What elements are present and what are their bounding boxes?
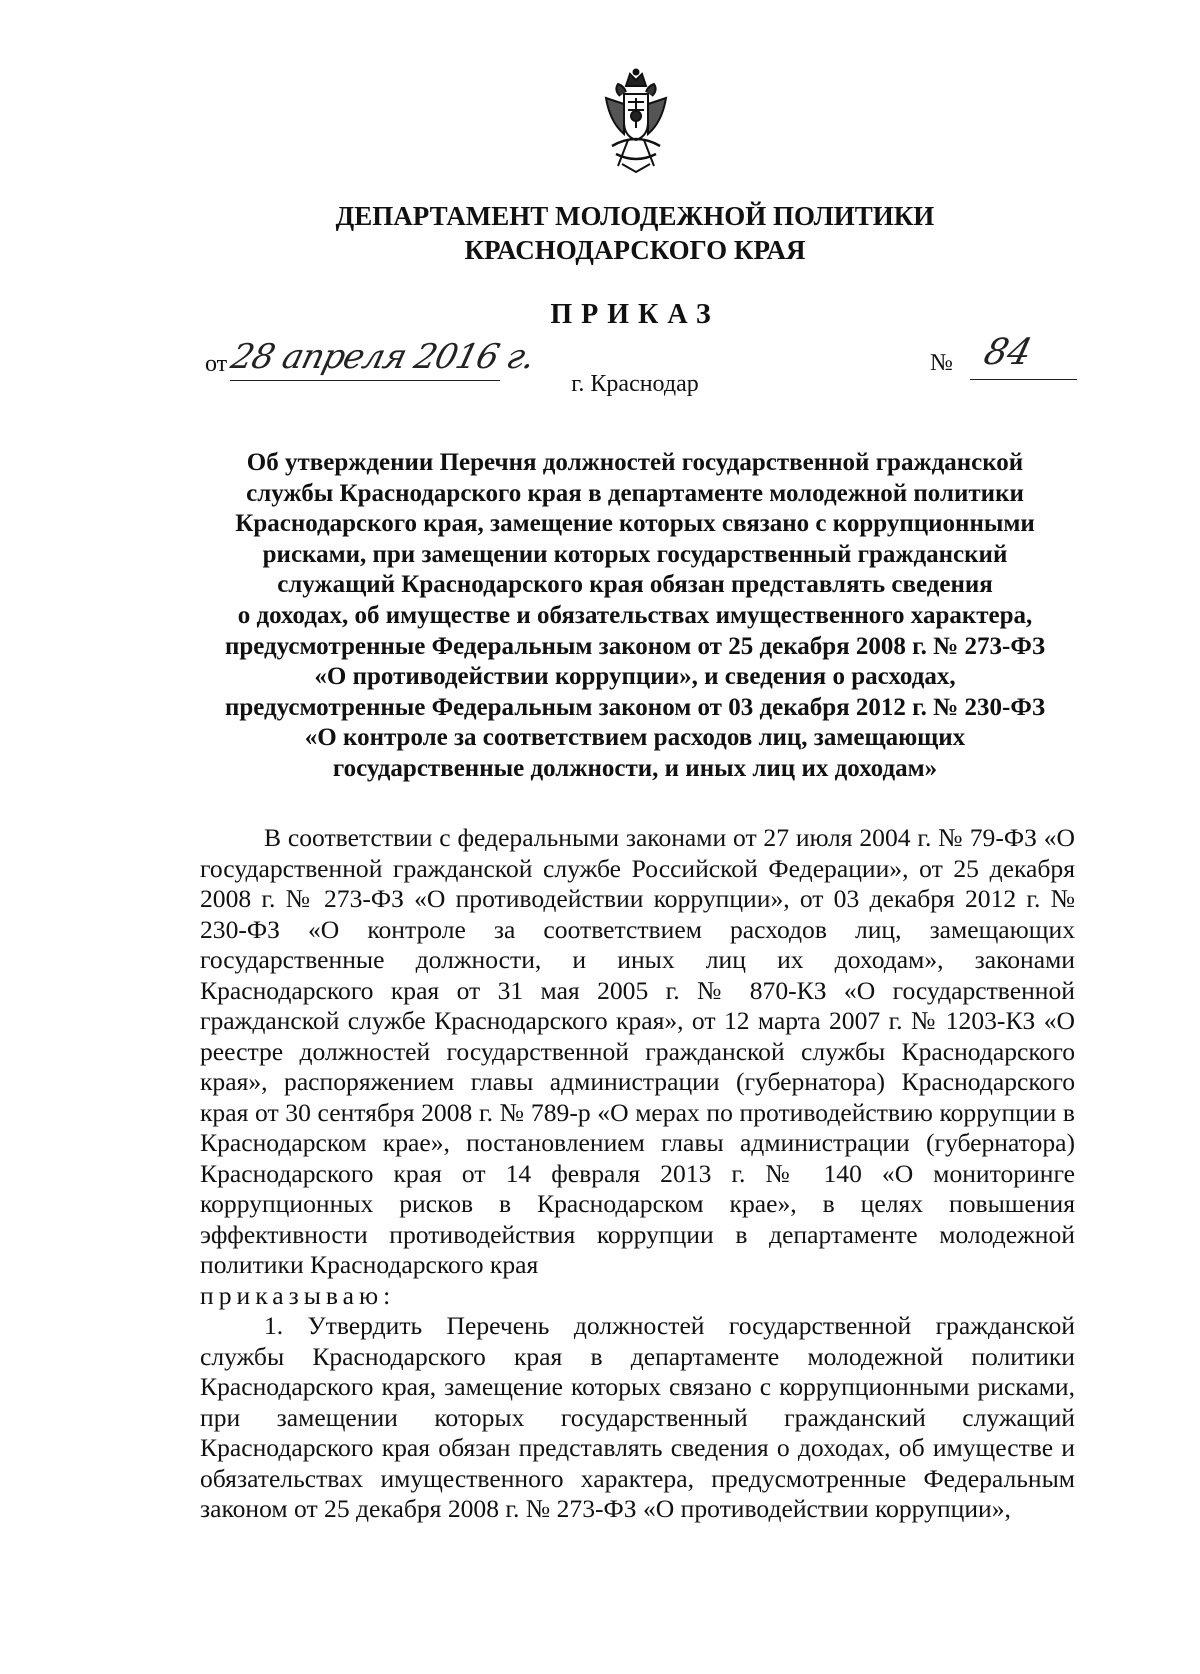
- coat-of-arms-icon: [598, 68, 674, 178]
- subject-line: «О противодействии коррупции», и сведения о расходах,: [314, 663, 956, 691]
- subject-line: рисками, при замещении которых государственный гражданский: [262, 540, 1008, 568]
- item-1-paragraph: 1. Утвердить Перечень должностей государственной гражданской службы Краснодарского края в департаменте молодежной политики Краснодарского края, замещение которых связано с коррупционными рисками, при замещении которых государственный гражданский служащий Краснодарского края обязан представлять сведения о доходах, об имуществе и обязательствах имущественного характера, предусмотренные Федеральным законом от 25 декабря 2008 г. № 273-ФЗ «О противодействии коррупции»,: [200, 1311, 1075, 1523]
- subject-line: государственные должности, и иных лиц их доходам»: [332, 754, 938, 782]
- subject-line: служащий Краснодарского края обязан представлять сведения: [277, 571, 993, 599]
- document-type-title: ПРИКАЗ: [550, 299, 720, 330]
- preamble-paragraph: В соответствии с федеральными законами от 27 июля 2004 г. № 79-ФЗ «О государственной гражданской службе Российской Федерации», от 25 декабря 2008 г. № 273-ФЗ «О противодействии коррупции», от 03 декабря 2012 г. № 230-ФЗ «О контроле за соответствием расходов лиц, замещающих государственные должности, и иных лиц их доходам», законами Краснодарского края от 31 мая 2005 г. № 870-КЗ «О государственной гражданской службе Краснодарского края», от 12 марта 2007 г. № 1203-КЗ «О реестре должностей государственной гражданской службы Краснодарского края», распоряжением главы администрации (губернатора) Краснодарского края от 30 сентября 2008 г. № 789-р «О мерах по противодействию коррупции в Краснодарском крае», постановлением главы администрации (губернатора) Краснодарского края от 14 февраля 2013 г. № 140 «О мониторинге коррупционных рисков в Краснодарском крае», в целях повышения эффективности противодействия коррупции в департаменте молодежной политики Краснодарского края: [200, 823, 1075, 1279]
- order-word: приказываю:: [200, 1280, 396, 1310]
- subject-line: о доходах, об имуществе и обязательствах имущественного характера,: [237, 601, 1033, 629]
- handwritten-number: 84: [979, 332, 1036, 373]
- subject-line: Краснодарского края, замещение которых связано с коррупционными: [235, 510, 1035, 538]
- document-body: [200, 823, 1075, 1525]
- department-title-line2: КРАСНОДАРСКОГО КРАЯ: [464, 235, 806, 265]
- subject-line: предусмотренные Федеральным законом от 03 декабря 2012 г. № 230-ФЗ: [224, 693, 1046, 721]
- subject-line: Об утверждении Перечня должностей государственной гражданской: [246, 449, 1024, 476]
- subject-line: службы Краснодарского края в департаменте молодежной политики: [246, 479, 1024, 507]
- handwritten-date: 28 апреля 2016 г.: [227, 337, 539, 377]
- city-line: г. Краснодар: [571, 371, 699, 397]
- document-subject: [200, 448, 1070, 785]
- department-title-line1: ДЕПАРТАМЕНТ МОЛОДЕЖНОЙ ПОЛИТИКИ: [335, 201, 935, 231]
- date-prefix: от: [205, 351, 228, 377]
- subject-line: предусмотренные Федеральным законом от 25 декабря 2008 г. № 273-ФЗ: [224, 632, 1046, 660]
- subject-line: «О контроле за соответствием расходов лиц, замещающих: [304, 724, 966, 752]
- number-prefix: №: [930, 350, 953, 376]
